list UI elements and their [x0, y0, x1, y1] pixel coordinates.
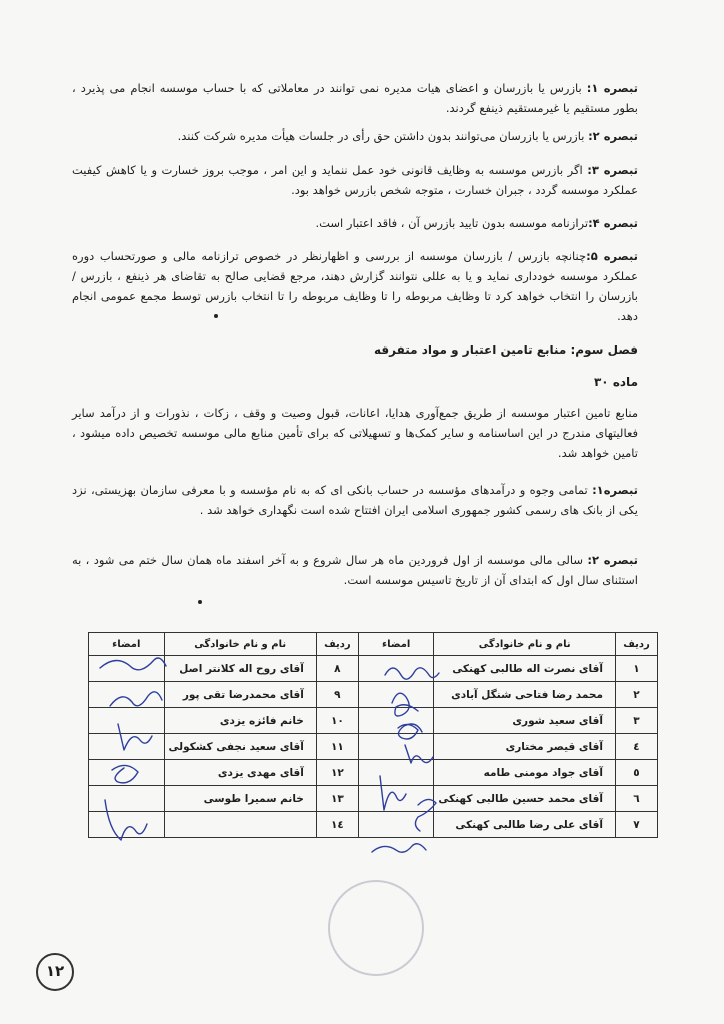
member-name: خانم سمیرا طوسی — [164, 786, 316, 812]
note-1-paragraph — [72, 78, 638, 118]
member-name: خانم فائزه یزدی — [164, 708, 316, 734]
row-number: ۱۳ — [316, 786, 358, 812]
table-row — [89, 786, 658, 812]
signature-table — [88, 632, 658, 838]
member-name: آقای سعید نجفی کشکولی — [164, 734, 316, 760]
member-name: محمد رضا فتاحی شنگل آبادی — [434, 682, 616, 708]
note-text: بازرس یا بازرسان می‌توانند بدون داشتن حق رأی در جلسات هیأت مدیره شرکت کنند. — [177, 129, 589, 143]
row-number: ۱۰ — [316, 708, 358, 734]
member-name: آقای محمدرضا تقی پور — [164, 682, 316, 708]
signature-cell — [89, 812, 165, 838]
note-label: تبصره ۴: — [588, 216, 638, 230]
member-name: آقای علی رضا طالبی کهنکی — [434, 812, 616, 838]
header-signature: امضاء — [89, 633, 165, 656]
signature-cell — [358, 682, 434, 708]
row-number: ۱۲ — [316, 760, 358, 786]
signature-cell — [358, 760, 434, 786]
signature-cell — [89, 708, 165, 734]
member-name: آقای قیصر مختاری — [434, 734, 616, 760]
note-3-paragraph — [72, 160, 638, 200]
header-row-number: ردیف — [316, 633, 358, 656]
note-label: تبصره ۲: — [587, 553, 638, 567]
row-number: ۸ — [316, 656, 358, 682]
signature-cell — [358, 708, 434, 734]
signature-cell — [89, 734, 165, 760]
row-number: ۱ — [615, 656, 657, 682]
member-name: آقای مهدی یزدی — [164, 760, 316, 786]
header-row-number: ردیف — [615, 633, 657, 656]
member-name: آقای جواد مومنی طامه — [434, 760, 616, 786]
note-label: تبصره ۱: — [586, 81, 638, 95]
note-text: سالی مالی موسسه از اول فروردین ماه هر سال شروع و به آخر اسفند ماه همان سال ختم می شود ، به استثنای سال اول که ابتدای آن از تاریخ تاسیس موسسه است. — [72, 553, 638, 587]
note-text: اگر بازرس موسسه به وظایف قانونی خود عمل ننماید و این امر ، موجب بروز خسارت و یا کاهش کیفیت عملکرد موسسه گردد ، جبران خسارت ، متوجه شخص بازرس خواهد بود. — [72, 163, 638, 197]
row-number: ۱۱ — [316, 734, 358, 760]
section-heading: فصل سوم: منابع تامین اعتبار و مواد متفرقه — [374, 343, 638, 357]
note-text: ترازنامه موسسه بدون تایید بازرس آن ، فاقد اعتبار است. — [315, 216, 589, 230]
member-name: آقای محمد حسین طالبی کهنکی — [434, 786, 616, 812]
table-header-row — [89, 633, 658, 656]
member-name: آقای نصرت اله طالبی کهنکی — [434, 656, 616, 682]
signature-cell — [358, 812, 434, 838]
table-row — [89, 760, 658, 786]
article-paragraph: منابع تامین اعتبار موسسه از طریق جمع‌آوری هدایا، اعانات، قبول وصیت و وقف ، زکات ، نذورات و از درآمد سایر فعالیتهای مندرج در این اساسنامه و سایر کمک‌ها و تسهیلاتی که برای تأمین منابع مالی موسسه تخصیص داده میشود ، تامین خواهد شد. — [72, 406, 638, 460]
table-row — [89, 656, 658, 682]
header-signature: امضاء — [358, 633, 434, 656]
note-text: تمامی وجوه و درآمدهای مؤسسه در حساب بانکی ای که به نام مؤسسه و با معرفی سازمان بهزیستی، نزد یکی از بانک های رسمی کشور جمهوری اسلامی ایران افتتاح شده است نگهداری خواهد شد . — [72, 483, 638, 517]
header-name: نام و نام خانوادگی — [434, 633, 616, 656]
ink-dot — [198, 600, 202, 604]
signature-cell — [358, 786, 434, 812]
note-label: تبصره ۲: — [588, 129, 638, 143]
member-name: آقای روح اله کلانتر اصل — [164, 656, 316, 682]
note-5-paragraph — [72, 246, 638, 326]
signature-cell — [89, 656, 165, 682]
header-name: نام و نام خانوادگی — [164, 633, 316, 656]
table-row — [89, 734, 658, 760]
row-number: ۱٤ — [316, 812, 358, 838]
member-name: آقای سعید شوری — [434, 708, 616, 734]
table-row — [89, 812, 658, 838]
note-text: چنانچه بازرس / بازرسان موسسه از بررسی و اظهارنظر در خصوص ترازنامه مالی و صورتحساب دوره عملکرد موسسه خودداری نماید و یا به عللی نتوانند گزارش دهند، مرجع قضایی صالح به تقاضای هر ذینفع ، بازرس / بازرسان را انتخاب خواهد کرد تا وظایف مربوطه را تا وظایف مربوطه را تا انتخاب بازرس توسط مجمع عمومی انجام دهد. — [72, 249, 638, 323]
row-number: ۲ — [615, 682, 657, 708]
signature-cell — [89, 760, 165, 786]
signature-cell — [89, 682, 165, 708]
article-note-2-paragraph — [72, 550, 638, 590]
table-row — [89, 682, 658, 708]
note-2-paragraph — [72, 126, 638, 146]
note-label: تبصره ۵: — [586, 249, 638, 263]
row-number: ٤ — [615, 734, 657, 760]
article-heading: ماده ۳۰ — [593, 375, 638, 389]
row-number: ٥ — [615, 760, 657, 786]
table-row — [89, 708, 658, 734]
row-number: ۷ — [615, 812, 657, 838]
note-label: تبصره۱: — [592, 483, 638, 497]
row-number: ۹ — [316, 682, 358, 708]
signature-cell — [358, 656, 434, 682]
signature-cell — [358, 734, 434, 760]
signature-cell — [89, 786, 165, 812]
page-number: ۱۲ — [36, 953, 74, 991]
ink-dot — [214, 314, 218, 318]
note-4-paragraph — [72, 213, 638, 233]
stamp-seal — [328, 880, 424, 976]
member-name — [164, 812, 316, 838]
note-text: بازرس یا بازرسان و اعضای هیات مدیره نمی توانند در معاملاتی که با حساب موسسه انجام می پذیرد ، بطور مستقیم یا غیرمستقیم ذینفع گردند. — [72, 81, 638, 115]
row-number: ٦ — [615, 786, 657, 812]
note-label: تبصره ۳: — [587, 163, 638, 177]
row-number: ۳ — [615, 708, 657, 734]
article-note-1-paragraph — [72, 480, 638, 520]
